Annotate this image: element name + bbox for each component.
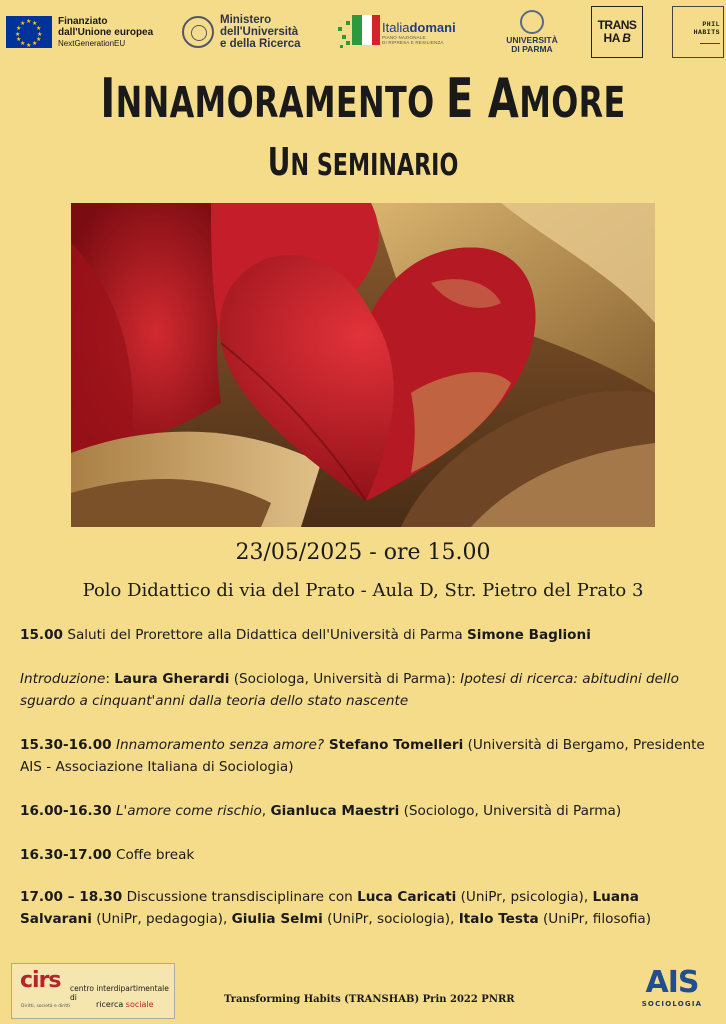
title-word1: NNAMORAMENTO <box>115 78 446 128</box>
program-person: Giulia Selmi <box>231 911 323 927</box>
ais-subword: SOCIOLOGIA <box>641 1000 703 1008</box>
program-person: Gianluca Maestri <box>270 803 400 819</box>
subtitle-rest: N SEMINARIO <box>290 148 459 183</box>
eu-line1: Finanziato <box>58 15 108 27</box>
program-time: 15.30-16.00 <box>20 737 112 753</box>
program-text: Saluti del Prorettore alla Didattica dell'Università di Parma <box>63 627 468 643</box>
program-item-talk2 <box>20 800 710 822</box>
program-affiliation: (Sociologo, Università di Parma) <box>399 803 622 819</box>
page-title <box>94 67 631 132</box>
program-time: 16.30-17.00 <box>20 847 112 863</box>
italiadomani-mark-icon <box>336 13 380 51</box>
transhab-line2: HA <box>603 31 620 45</box>
program-item-discussion <box>20 886 710 930</box>
transhab-logo <box>591 6 643 58</box>
program-item-welcome <box>20 624 710 646</box>
page-subtitle <box>94 140 631 188</box>
program <box>20 624 710 952</box>
mur-line2: dell'Università <box>220 26 299 38</box>
footer-project-text: Transforming Habits (TRANSHAB) Prin 2022 PNRR <box>224 994 515 1005</box>
program-affiliation: (UniPr, filosofia) <box>538 911 652 927</box>
philhabits-logo <box>672 6 724 58</box>
transhab-line2-b: B <box>622 31 631 45</box>
title-initial: I <box>100 67 116 130</box>
mur-line3: e della Ricerca <box>220 38 301 50</box>
italiadomani-tag1: PIANO NAZIONALE <box>382 34 426 40</box>
program-time: 16.00-16.30 <box>20 803 112 819</box>
program-time: 15.00 <box>20 627 63 643</box>
eu-line3: NextGenerationEU <box>58 38 126 48</box>
program-item-talk1 <box>20 734 710 778</box>
program-person: Luca Caricati <box>357 889 457 905</box>
italiadomani-word-a: Italia <box>382 19 410 35</box>
program-time: 17.00 – 18.30 <box>20 889 123 905</box>
ais-logo <box>638 966 706 1020</box>
program-person: Laura Gherardi <box>114 671 230 687</box>
republic-seal-icon <box>182 16 214 48</box>
program-affiliation: (Sociologa, Università di Parma): <box>229 671 461 687</box>
logo-bar <box>0 5 726 59</box>
heart-image <box>71 203 655 527</box>
program-label: Introduzione <box>20 671 106 687</box>
ais-word: AIS <box>645 965 699 1000</box>
program-text: Discussione transdisciplinare con <box>122 889 358 905</box>
eu-line2: dall'Unione europea <box>58 26 154 38</box>
mur-line1: Ministero <box>220 14 272 26</box>
title-word2: MORE <box>519 78 626 128</box>
program-sep: , <box>261 803 271 819</box>
unipr-line1: UNIVERSITÀ <box>506 35 558 45</box>
philhabits-line2: HABITS <box>693 28 720 36</box>
program-sep: : <box>105 671 115 687</box>
program-person: Simone Baglioni <box>467 627 591 643</box>
program-item-break <box>20 844 710 866</box>
program-affiliation: (UniPr, sociologia), <box>322 911 459 927</box>
program-talk-title: Innamoramento senza amore? <box>111 737 325 753</box>
program-person: Luana Salvarani <box>20 889 639 927</box>
cirs-line2 <box>96 1000 154 1009</box>
cirs-word: cirs <box>20 968 61 993</box>
italiadomani-logo <box>336 5 476 59</box>
program-item-intro <box>20 668 710 712</box>
program-talk-title: L'amore come rischio <box>111 803 262 819</box>
eu-logo <box>6 5 156 59</box>
program-affiliation: (UniPr, psicologia), <box>456 889 593 905</box>
unipr-line2: DI PARMA <box>511 44 553 54</box>
cirs-line1: centro interdipartimentale di <box>70 984 169 1002</box>
program-person: Stefano Tomelleri <box>324 737 464 753</box>
unipr-logo <box>500 5 564 59</box>
event-location: Polo Didattico di via del Prato - Aula D, Str. Pietro del Prato 3 <box>82 580 644 601</box>
cirs-line2-b: sociale <box>123 1000 154 1009</box>
italiadomani-word-b: domani <box>409 19 456 35</box>
program-text: Coffe break <box>111 847 195 863</box>
program-affiliation: (Università di Bergamo, Presidente AIS - Associazione Italiana di Sociologia) <box>20 737 705 775</box>
program-affiliation: (UniPr, pedagogia), <box>91 911 232 927</box>
event-date: 23/05/2025 - ore 15.00 <box>235 540 491 565</box>
cirs-line2-a: ricerca <box>96 1000 124 1009</box>
cirs-tiny: Diritti, società e diritti <box>21 1004 71 1009</box>
subtitle-initial: U <box>267 140 291 184</box>
mur-logo <box>182 5 317 59</box>
philhabits-line1: PHIL <box>702 20 720 28</box>
transhab-line1: TRANS <box>597 18 637 32</box>
program-person: Italo Testa <box>458 911 539 927</box>
italiadomani-tag2: DI RIPRESA E RESILIENZA <box>382 39 444 45</box>
unipr-seal-icon <box>520 10 544 34</box>
heart-illustration <box>71 203 655 527</box>
title-conj: E <box>445 67 474 130</box>
cirs-logo <box>11 963 175 1019</box>
program-talk-title: Ipotesi di ricerca: abitudini dello sguardo a cinquant'anni dalla teoria dello stato nascente <box>20 671 679 709</box>
eu-flag-icon: ★ ★ ★ ★ ★ ★ ★ ★ ★ ★ ★ ★ <box>6 16 52 48</box>
title-initial2: A <box>473 67 520 130</box>
